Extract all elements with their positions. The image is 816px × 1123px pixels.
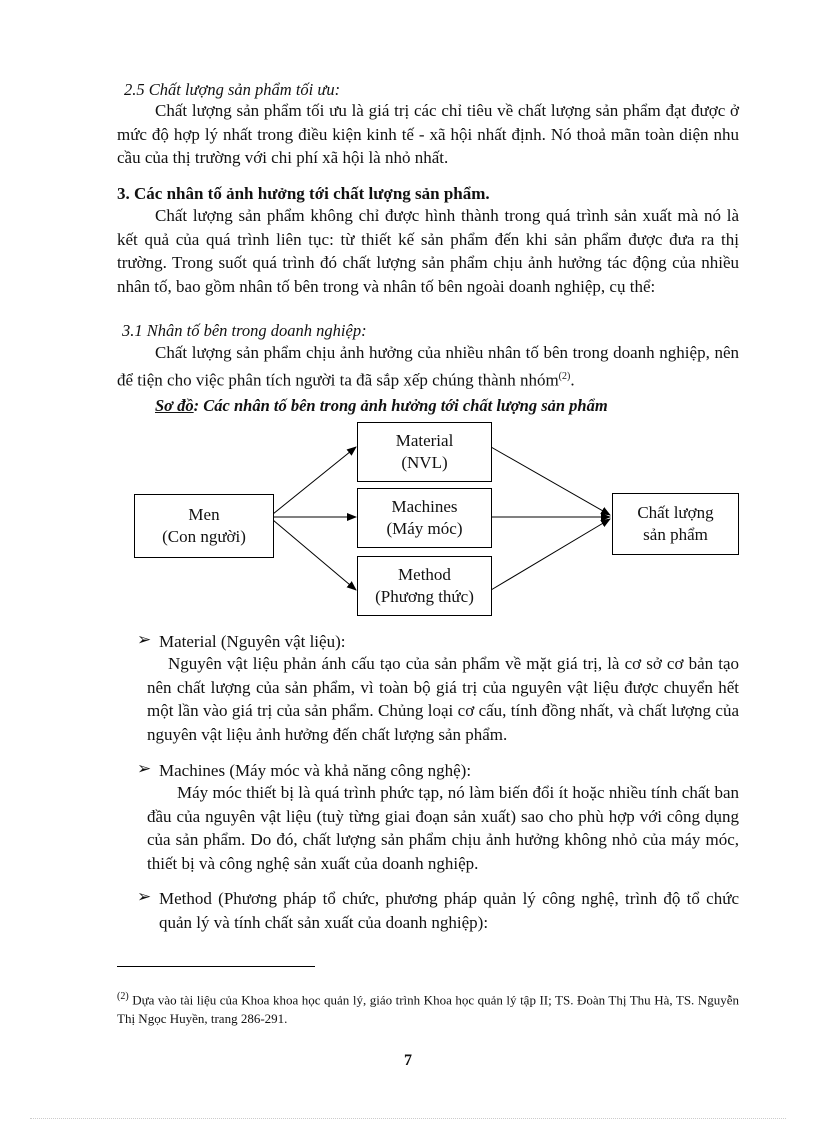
footnote-ref: (2): [558, 370, 571, 382]
bullet-arrow-icon: ➢: [137, 887, 152, 906]
material-label: Material: [395, 431, 454, 450]
method-sublabel: (Phương thức): [375, 587, 474, 606]
quality-label: Chất lượng: [637, 503, 714, 522]
section-3-heading: 3. Các nhân tố ảnh hưởng tới chất lượng sản phẩm.: [117, 184, 490, 203]
material-sublabel: (NVL): [401, 453, 448, 472]
section-3-body: Chất lượng sản phẩm không chỉ được hình thành trong quá trình sản xuất mà nó là kết quả của quá trình liên tục: từ thiết kế sản phẩm đến khi sản phẩm được đưa ra thị trường. Trong suốt quá trình đó chất lượng sản phẩm chịu ảnh hưởng tác động của nhiều nhân tố, bao gồm nhân tố bên trong và nhân tố bên ngoài doanh nghiệp, cụ thể:: [117, 206, 739, 296]
arrow-method-to-quality: [491, 519, 610, 590]
section-3-1-heading: 3.1 Nhân tố bên trong doanh nghiệp:: [122, 321, 367, 340]
quality-box: [612, 493, 739, 555]
footnote-marker: (2): [117, 991, 129, 1002]
bullet-material-title: Material (Nguyên vật liệu):: [159, 632, 346, 651]
diagram-caption-label: Sơ đồ: [155, 396, 194, 415]
arrow-men-to-method: [273, 520, 356, 590]
machines-box: [357, 488, 492, 548]
page-bottom-border: [30, 1118, 786, 1119]
footnote-text: Dựa vào tài liệu của Khoa khoa học quản lý, giáo trình Khoa học quản lý tập II; TS. Đoàn Thị Thu Hà, TS. Nguyễn Thị Ngọc Huyền, trang 286-291.: [117, 992, 739, 1027]
section-3-1-text: Chất lượng sản phẩm chịu ảnh hưởng của nhiều nhân tố bên trong doanh nghiệp, nên để tiện cho việc phân tích người ta đã sắp xếp chúng thành nhóm: [117, 343, 739, 390]
men-box: [134, 494, 274, 558]
bullet-arrow-icon: ➢: [137, 630, 152, 649]
method-box: [357, 556, 492, 616]
footnote-separator: [117, 966, 315, 967]
material-box: [357, 422, 492, 482]
section-3-1-period: .: [570, 370, 575, 390]
arrow-men-to-material: [273, 447, 356, 514]
machines-sublabel: (Máy móc): [386, 519, 463, 538]
section-2-5-body: Chất lượng sản phẩm tối ưu là giá trị các chỉ tiêu về chất lượng sản phẩm đạt được ở mức độ hợp lý nhất trong điều kiện kinh tế - xã hội nhất định. Nó thoả mãn toàn diện nhu cầu của thị trường với chi phí xã hội là nhỏ nhất.: [117, 101, 739, 167]
quality-sublabel: sản phẩm: [643, 525, 708, 544]
machines-label: Machines: [391, 497, 458, 516]
footnote: [117, 987, 739, 1028]
page-number: 7: [404, 1052, 412, 1069]
arrow-material-to-quality: [491, 447, 610, 515]
section-2-5-heading: 2.5 Chất lượng sản phẩm tối ưu:: [124, 80, 341, 99]
bullet-arrow-icon: ➢: [137, 759, 152, 778]
bullet-method-title: Method (Phương pháp tổ chức, phương pháp quản lý công nghệ, trình độ tổ chức quản lý và tính chất sản xuất của doanh nghiệp):: [159, 889, 739, 932]
bullet-machines-body: Máy móc thiết bị là quá trình phức tạp, nó làm biến đổi ít hoặc nhiều tính chất ban đầu của nguyên vật liệu (tuỳ từng giai đoạn sản xuất) sao cho phù hợp với công dụng của sản phẩm. Do đó, chất lượng sản phẩm chịu ảnh hưởng không nhỏ của máy móc, thiết bị và công nghệ sản xuất của doanh nghiệp.: [147, 783, 739, 873]
bullet-material-body: Nguyên vật liệu phản ánh cấu tạo của sản phẩm về mặt giá trị, là cơ sở cơ bản tạo nên chất lượng của sản phẩm, vì toàn bộ giá trị của nguyên vật liệu được chuyển hết một lần vào giá trị của sản phẩm. Chủng loại cơ cấu, tính đồng nhất, và chất lượng của nguyên vật liệu ảnh hưởng đến chất lượng sản phẩm.: [147, 654, 739, 744]
men-sublabel: (Con người): [162, 527, 246, 546]
diagram-caption-text: : Các nhân tố bên trong ảnh hưởng tới chất lượng sản phẩm: [193, 396, 608, 415]
method-label: Method: [398, 565, 451, 584]
men-label: Men: [188, 505, 220, 524]
bullet-machines-title: Machines (Máy móc và khả năng công nghệ):: [159, 761, 472, 780]
